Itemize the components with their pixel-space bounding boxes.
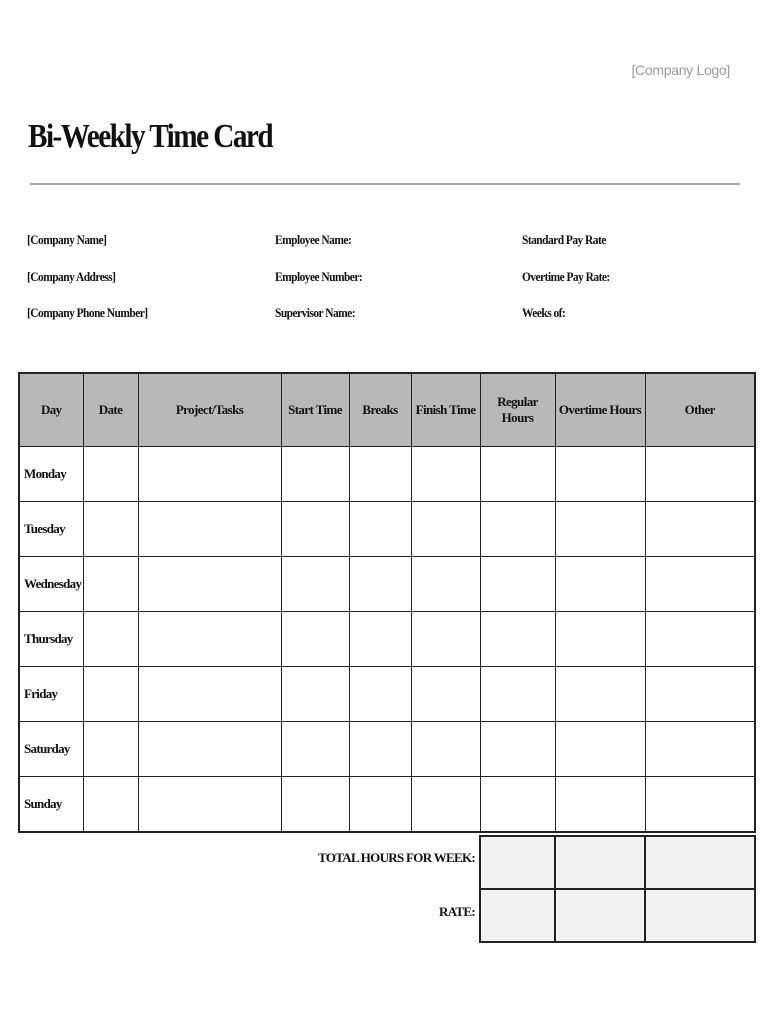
table-row [19,447,755,502]
supervisor-name-label: Supervisor Name: [275,305,355,320]
regular-hours-cell[interactable] [480,777,555,833]
total-other-cell[interactable] [645,836,755,889]
standard-pay-rate-label: Standard Pay Rate [522,232,606,247]
header-breaks: Breaks [349,373,411,447]
regular-hours-cell[interactable] [480,502,555,557]
day-label: Sunday [24,796,62,811]
rate-overtime-cell[interactable] [555,889,645,942]
day-label: Monday [24,466,67,481]
rate-label: RATE: [439,904,475,919]
date-cell[interactable] [83,557,138,612]
project-cell[interactable] [138,722,281,777]
header-overtime-hours: Overtime Hours [555,373,645,447]
day-cell [19,612,83,667]
finish-time-cell[interactable] [411,667,480,722]
regular-hours-cell[interactable] [480,667,555,722]
project-cell[interactable] [138,667,281,722]
total-hours-row [480,836,755,889]
regular-hours-cell[interactable] [480,447,555,502]
start-time-cell[interactable] [281,667,349,722]
header-start-time: Start Time [281,373,349,447]
header-other: Other [645,373,755,447]
company-address: [Company Address] [27,268,116,284]
table-header-row [19,373,755,447]
regular-hours-cell[interactable] [480,612,555,667]
other-cell[interactable] [645,502,755,557]
pay-info [522,230,622,340]
breaks-cell[interactable] [349,447,411,502]
total-overtime-hours-cell[interactable] [555,836,645,889]
header-finish-time: Finish Time [411,373,480,447]
date-cell[interactable] [83,667,138,722]
day-cell [19,502,83,557]
project-cell[interactable] [138,777,281,833]
weeks-of-label: Weeks of: [522,305,566,320]
regular-hours-cell[interactable] [480,557,555,612]
day-cell [19,722,83,777]
company-name: [Company Name] [27,232,107,247]
start-time-cell[interactable] [281,557,349,612]
other-cell[interactable] [645,447,755,502]
company-logo-placeholder: [Company Logo] [631,62,730,78]
table-row [19,612,755,667]
start-time-cell[interactable] [281,612,349,667]
overtime-hours-cell[interactable] [555,667,645,722]
header-project-tasks: Project/Tasks [138,373,281,447]
overtime-hours-cell[interactable] [555,447,645,502]
breaks-cell[interactable] [349,722,411,777]
overtime-hours-cell[interactable] [555,557,645,612]
regular-hours-cell[interactable] [480,722,555,777]
other-cell[interactable] [645,612,755,667]
table-row [19,722,755,777]
page-title: Bi-Weekly Time Card [28,118,273,155]
project-cell[interactable] [138,502,281,557]
rate-other-cell[interactable] [645,889,755,942]
breaks-cell[interactable] [349,777,411,833]
day-label: Wednesday [24,576,82,591]
day-cell [19,667,83,722]
table-row [19,557,755,612]
project-cell[interactable] [138,447,281,502]
day-label: Tuesday [24,521,65,536]
project-cell[interactable] [138,612,281,667]
company-phone: [Company Phone Number] [27,305,148,320]
breaks-cell[interactable] [349,502,411,557]
day-label: Friday [24,686,58,701]
header-regular-hours: Regular Hours [480,373,555,447]
other-cell[interactable] [645,777,755,833]
date-cell[interactable] [83,612,138,667]
date-cell[interactable] [83,447,138,502]
table-row [19,502,755,557]
overtime-hours-cell[interactable] [555,502,645,557]
overtime-hours-cell[interactable] [555,612,645,667]
finish-time-cell[interactable] [411,447,480,502]
other-cell[interactable] [645,722,755,777]
other-cell[interactable] [645,557,755,612]
start-time-cell[interactable] [281,722,349,777]
company-info [27,230,164,340]
finish-time-cell[interactable] [411,612,480,667]
day-cell [19,447,83,502]
table-row [19,777,755,833]
date-cell[interactable] [83,502,138,557]
totals-table [479,835,756,943]
start-time-cell[interactable] [281,777,349,833]
finish-time-cell[interactable] [411,777,480,833]
employee-name-label: Employee Name: [275,232,352,247]
start-time-cell[interactable] [281,502,349,557]
header-date: Date [83,373,138,447]
table-row [19,667,755,722]
day-label: Saturday [24,741,70,756]
date-cell[interactable] [83,777,138,833]
overtime-hours-cell[interactable] [555,777,645,833]
overtime-hours-cell[interactable] [555,722,645,777]
overtime-pay-rate-label: Overtime Pay Rate: [522,268,610,284]
start-time-cell[interactable] [281,447,349,502]
day-label: Thursday [24,631,73,646]
day-cell [19,777,83,833]
rate-row [480,889,755,942]
total-hours-label: TOTAL HOURS FOR WEEK: [318,850,475,865]
breaks-cell[interactable] [349,667,411,722]
employee-number-label: Employee Number: [275,268,363,284]
rate-regular-cell[interactable] [480,889,555,942]
breaks-cell[interactable] [349,557,411,612]
breaks-cell[interactable] [349,612,411,667]
day-cell [19,557,83,612]
project-cell[interactable] [138,557,281,612]
finish-time-cell[interactable] [411,502,480,557]
time-card-table [18,372,756,833]
title-divider [30,183,740,185]
date-cell[interactable] [83,722,138,777]
total-regular-hours-cell[interactable] [480,836,555,889]
header-day: Day [19,373,83,447]
employee-info [275,230,374,340]
finish-time-cell[interactable] [411,557,480,612]
finish-time-cell[interactable] [411,722,480,777]
other-cell[interactable] [645,667,755,722]
